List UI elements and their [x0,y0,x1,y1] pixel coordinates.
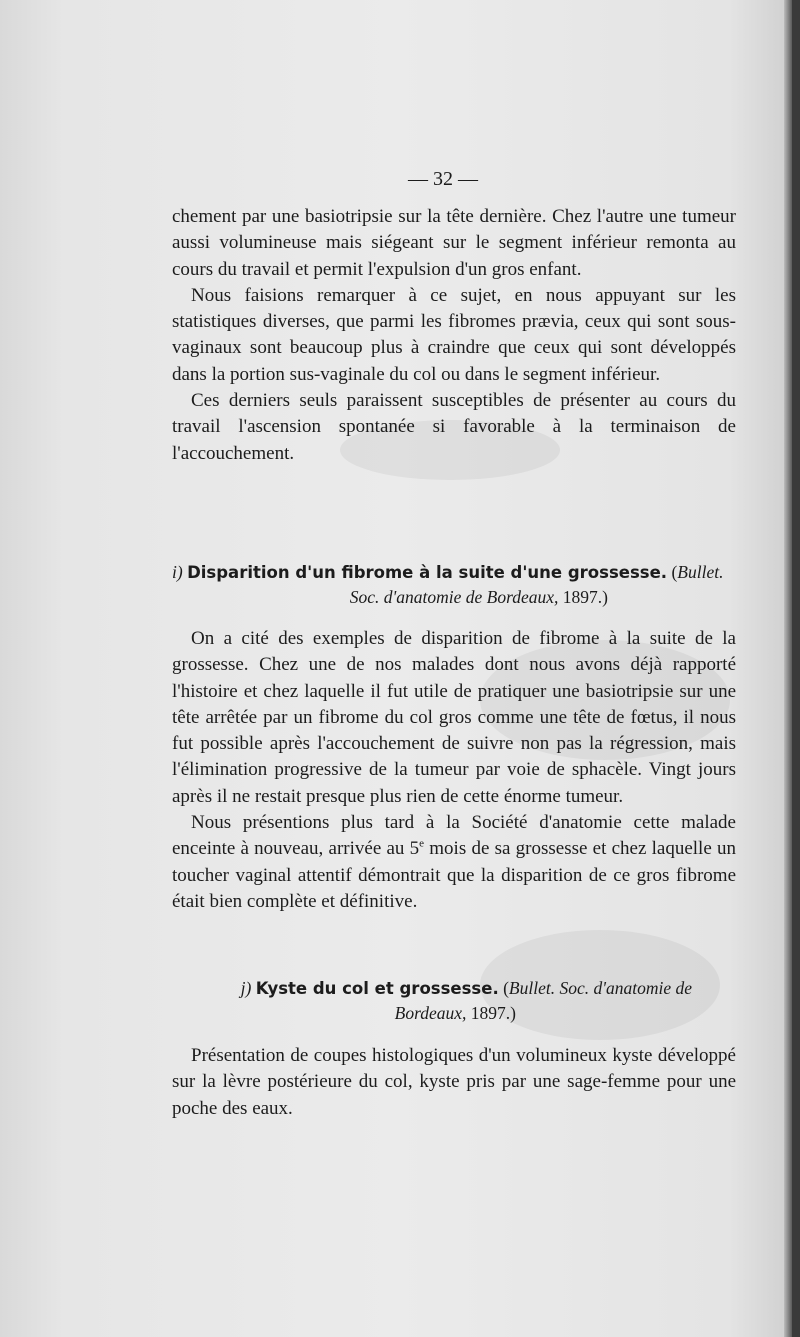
paragraph: Nous faisions remarquer à ce sujet, en nous appuyant sur les statistiques diverses, que parmi les fibromes prævia, ceux qui sont sous-vaginaux sont beaucoup plus à craindre que ceux qui sont développés dans la portion sus-vaginale du col ou dans le segment inférieur. [172,284,736,385]
paragraph: Ces derniers seuls paraissent susceptibles de présenter au cours du travail l'ascension spontanée si favorable à la terminaison de l'accouchement. [172,390,736,464]
paragraph-part: mois de sa grossesse et chez laquelle un toucher vaginal attentif démontrait que la disparition de ce gros fibrome était bien complète et définitive. [172,838,736,912]
reference-year: 1897.) [562,587,608,607]
superscript: e [419,838,425,851]
paragraph: chement par une basiotripsie sur la tête dernière. Chez l'autre une tumeur aussi volumineuse mais siégeant sur le segment inférieur remonta au cours du travail et permit l'expulsion d'un gros enfant. [172,206,736,280]
section-i-body [172,626,736,915]
section-j-body [172,1043,736,1122]
ref-open: ( [671,562,678,582]
reference-journal: Soc. d'anatomie de Bordeaux, [349,587,559,607]
paragraph [172,810,736,915]
paragraph: On a cité des exemples de disparition de fibrome à la suite de la grossesse. Chez une de nos malades dont nous avons déjà rapporté l'histoire et chez laquelle il fut utile de pratiquer une basiotripsie sur une tête arrêtée par un fibrome du col gros comme une tête de fœtus, il nous fut possible après l'accouchement de suivre non pas la régression, mais l'élimination progressive de la tumeur par voie de sphacèle. Vingt jours après il ne restait presque plus rien de cette énorme tumeur. [172,628,736,807]
section-heading-j [172,976,692,1026]
paragraph-part: Nous présentions plus tard à la Société d'anatomie cette malade enceinte à nouveau, arrivée au 5 [172,812,736,860]
reference-source: Bullet. Soc. d'anatomie de [508,978,692,998]
reference-source: Bullet. [677,562,724,582]
ref-open: ( [503,978,509,998]
section-title: Disparition d'un fibrome à la suite d'une grossesse. [187,563,668,582]
reference-year: 1897.) [470,1003,516,1023]
page-number: — 32 — [408,168,478,190]
section-marker: i) [172,562,183,582]
section-heading-i [172,560,736,610]
reference-journal: Bordeaux, [394,1003,467,1023]
paragraph: Présentation de coupes histologiques d'un volumineux kyste développé sur la lèvre postérieure du col, kyste pris par une sage-femme pour une poche des eaux. [172,1045,736,1119]
continued-text-block [172,204,736,467]
section-title: Kyste du col et grossesse. [255,979,499,998]
page-edge-shadow [784,0,792,1337]
section-marker: j) [240,978,252,998]
